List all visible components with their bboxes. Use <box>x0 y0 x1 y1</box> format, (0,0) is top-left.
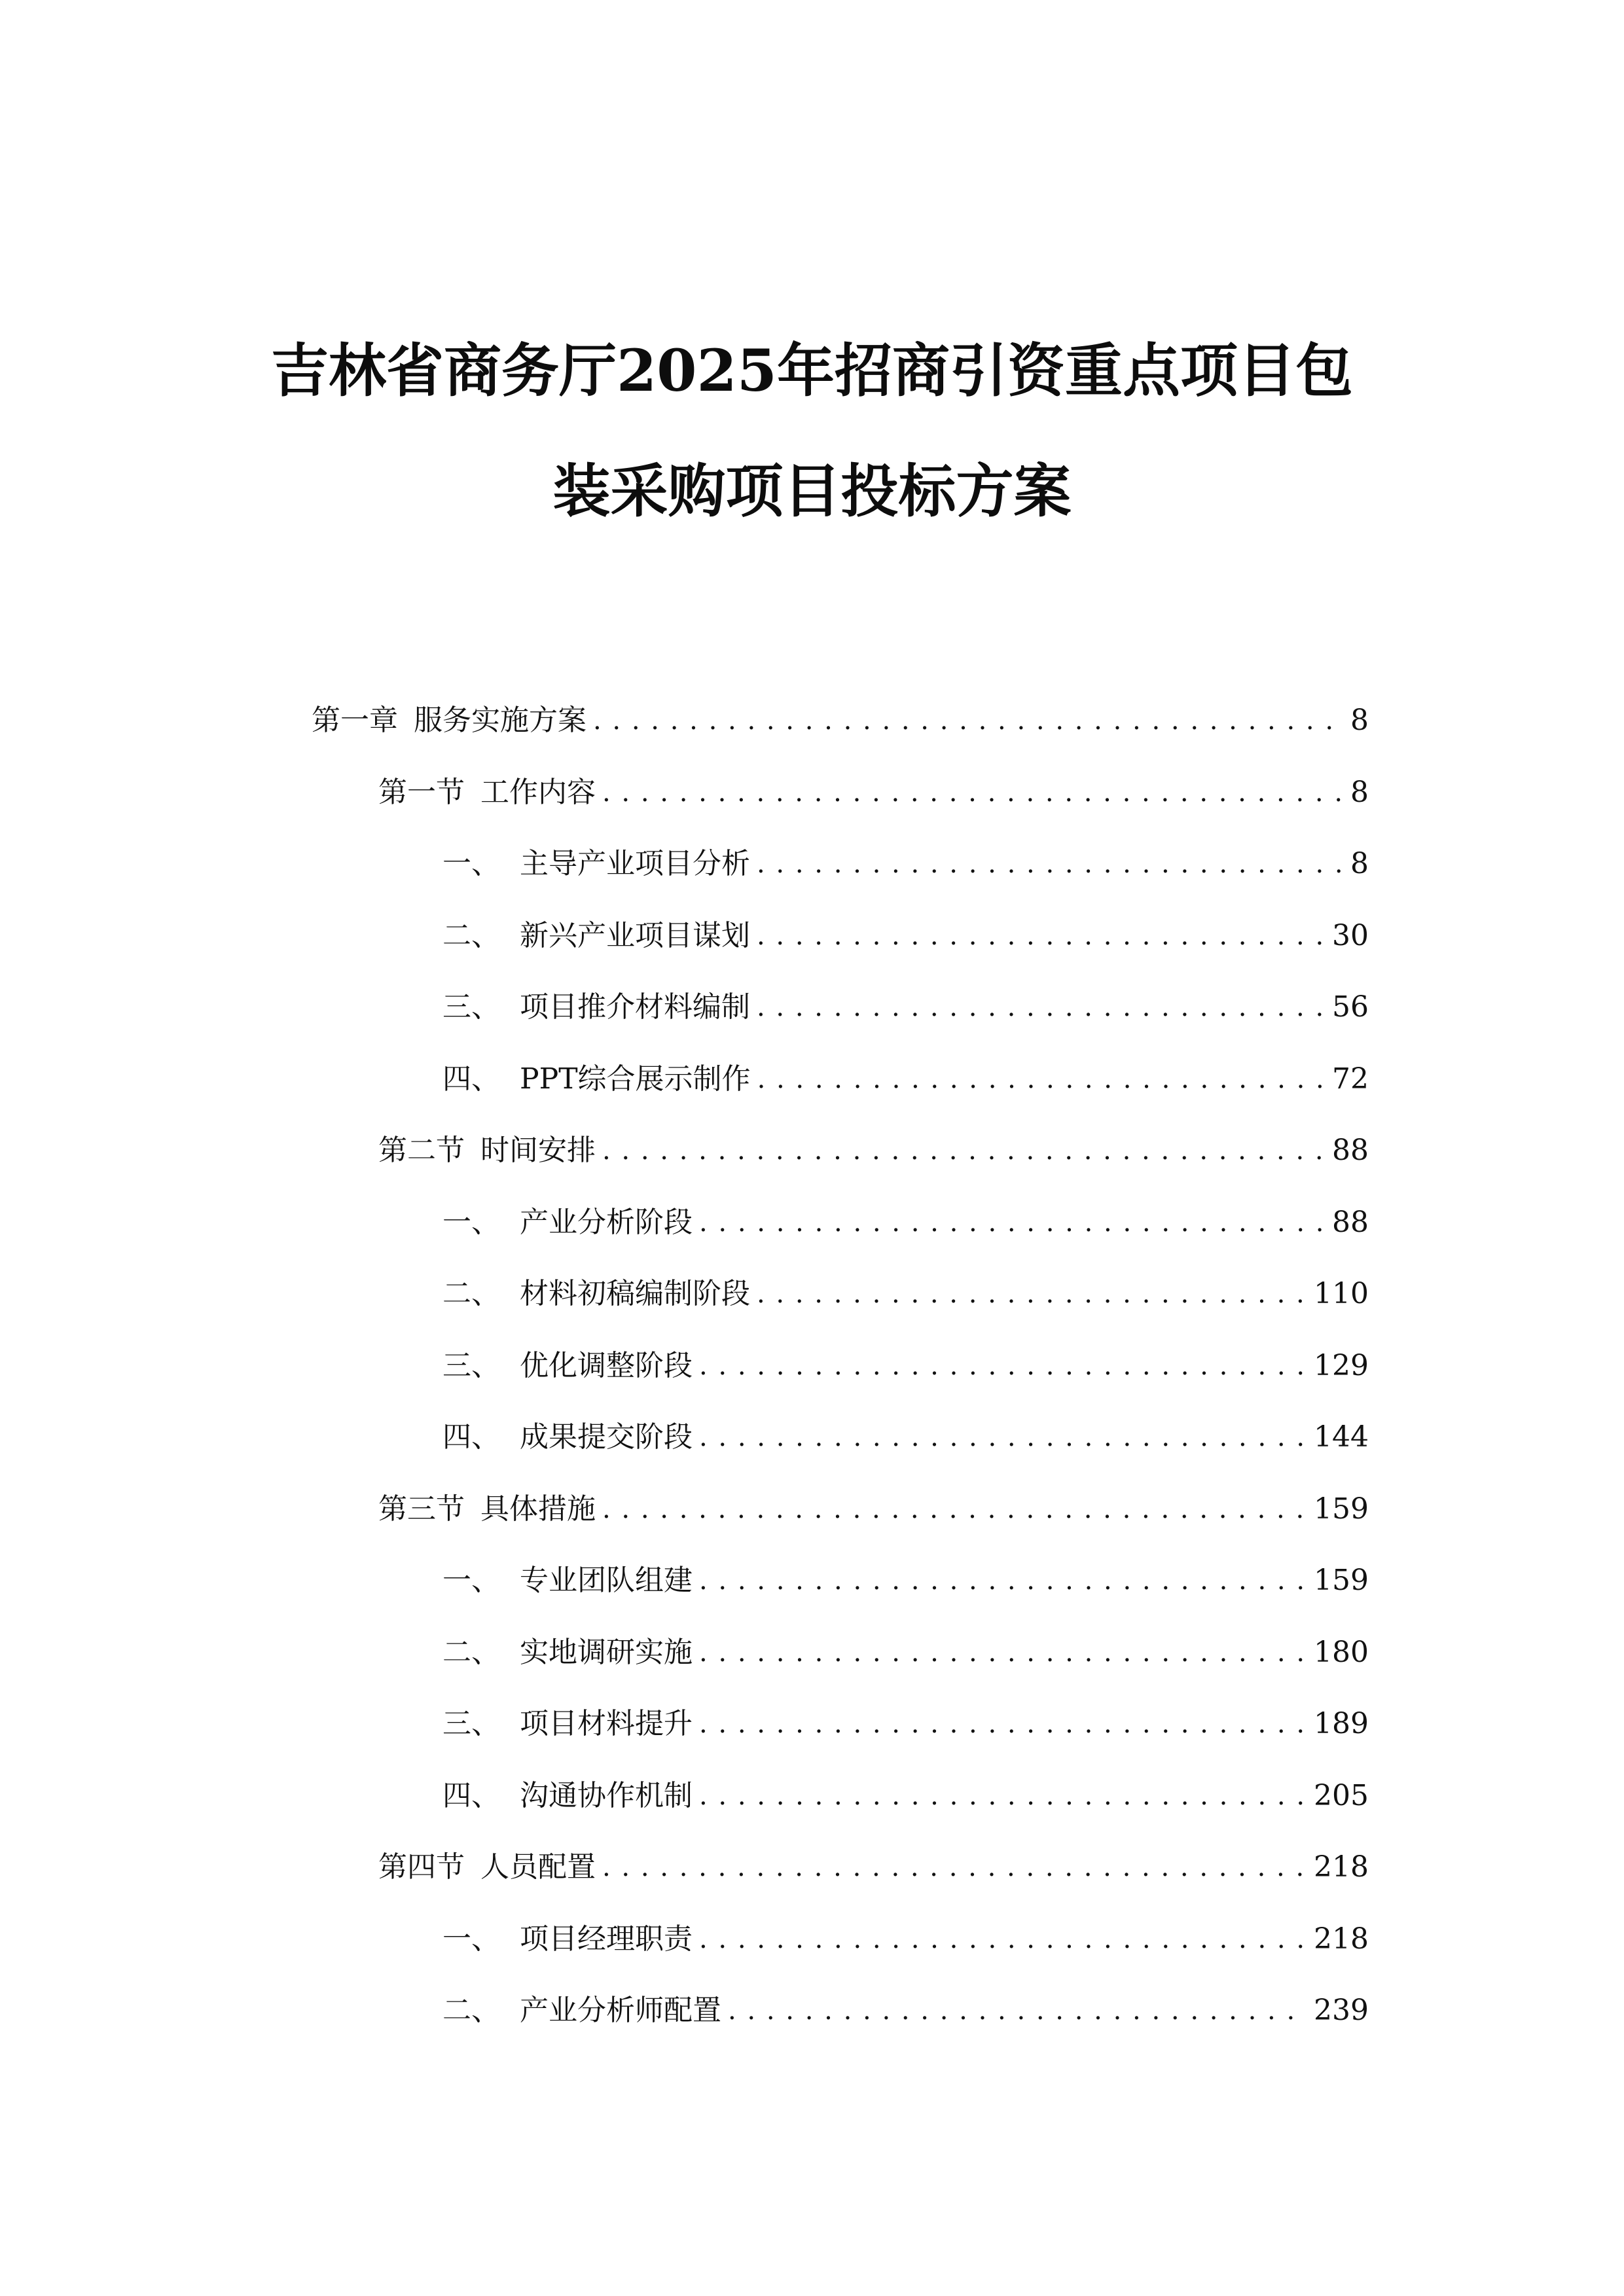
toc-entry-number: 三、 <box>442 990 500 1024</box>
toc-entry-subsection[interactable] <box>442 1920 1369 1959</box>
toc-entry-subsection[interactable] <box>442 844 1369 884</box>
toc-entry-label: 时间安排 <box>480 1134 596 1167</box>
toc-dot-leader <box>757 988 1326 1027</box>
toc-entry-page: 110 <box>1314 1277 1369 1310</box>
toc-entry-subsection[interactable] <box>442 1060 1369 1099</box>
toc-entry-label: 优化调整阶段 <box>520 1349 693 1382</box>
toc-entry-label: 具体措施 <box>480 1492 596 1526</box>
toc-entry-label: 新兴产业项目谋划 <box>520 919 750 952</box>
toc-entry-subsection[interactable] <box>442 916 1369 956</box>
toc-entry-subsection[interactable] <box>442 988 1369 1027</box>
toc-entry-section[interactable] <box>378 773 1369 812</box>
toc-entry-section[interactable] <box>378 1490 1369 1529</box>
toc-entry-page: 159 <box>1314 1492 1369 1526</box>
toc-entry-page: 180 <box>1314 1636 1369 1669</box>
toc-entry-label: 成果提交阶段 <box>520 1420 693 1454</box>
toc-entry-page: 205 <box>1314 1779 1369 1812</box>
toc-entry-subsection[interactable] <box>442 1274 1369 1314</box>
toc-entry-number: 二、 <box>442 1277 500 1310</box>
toc-entry-label: 沟通协作机制 <box>520 1779 693 1812</box>
document-title-line-1: 吉林省商务厅2025年招商引资重点项目包 <box>271 336 1353 404</box>
toc-entry-number: 一、 <box>442 1564 500 1597</box>
toc-entry-page: 8 <box>1350 704 1369 737</box>
toc-entry-label: 产业分析师配置 <box>520 1994 721 2027</box>
toc-entry-number: 四、 <box>442 1779 500 1812</box>
toc-entry-section[interactable] <box>378 1131 1369 1170</box>
toc-entry-label: 材料初稿编制阶段 <box>520 1277 750 1310</box>
toc-entry-number: 二、 <box>442 1636 500 1669</box>
toc-entry-label: 项目材料提升 <box>520 1707 693 1740</box>
toc-dot-leader <box>602 1131 1326 1170</box>
toc-dot-leader <box>699 1776 1307 1816</box>
toc-entry-section[interactable] <box>378 1848 1369 1887</box>
toc-entry-number: 第三节 <box>378 1492 465 1526</box>
toc-entry-number: 四、 <box>442 1062 500 1096</box>
toc-dot-leader <box>699 1346 1307 1386</box>
toc-entry-number: 第四节 <box>378 1850 465 1884</box>
toc-entry-page: 88 <box>1332 1134 1369 1167</box>
toc-entry-page: 56 <box>1332 990 1369 1024</box>
toc-entry-chapter[interactable] <box>312 701 1369 740</box>
toc-entry-page: 218 <box>1314 1922 1369 1956</box>
toc-entry-subsection[interactable] <box>442 1203 1369 1242</box>
toc-dot-leader <box>593 701 1343 740</box>
toc-entry-number: 第二节 <box>378 1134 465 1167</box>
toc-entry-page: 144 <box>1314 1420 1369 1454</box>
toc-entry-page: 239 <box>1314 1994 1369 2027</box>
toc-entry-label: 实地调研实施 <box>520 1636 693 1669</box>
toc-entry-number: 三、 <box>442 1349 500 1382</box>
toc-entry-number: 二、 <box>442 1994 500 2027</box>
toc-entry-page: 218 <box>1314 1850 1369 1884</box>
toc-entry-number: 第一章 <box>312 704 398 737</box>
toc-dot-leader <box>757 1060 1326 1099</box>
toc-entry-label: 服务实施方案 <box>414 704 586 737</box>
toc-dot-leader <box>699 1561 1307 1600</box>
toc-entry-subsection[interactable] <box>442 1633 1369 1672</box>
toc-entry-page: 129 <box>1314 1349 1369 1382</box>
toc-dot-leader <box>757 1274 1307 1314</box>
toc-dot-leader <box>602 1490 1307 1529</box>
toc-entry-number: 四、 <box>442 1420 500 1454</box>
toc-entry-label: 专业团队组建 <box>520 1564 693 1597</box>
document-title-line-2: 装采购项目投标方案 <box>552 457 1072 525</box>
toc-entry-number: 二、 <box>442 919 500 952</box>
toc-entry-page: 189 <box>1314 1707 1369 1740</box>
toc-dot-leader <box>699 1633 1307 1672</box>
toc-entry-subsection[interactable] <box>442 1418 1369 1457</box>
toc-entry-label: PPT综合展示制作 <box>520 1062 751 1096</box>
toc-entry-number: 一、 <box>442 1206 500 1239</box>
toc-entry-label: 项目推介材料编制 <box>520 990 750 1024</box>
toc-dot-leader <box>728 1991 1307 2030</box>
toc-entry-label: 项目经理职责 <box>520 1922 693 1956</box>
toc-dot-leader <box>757 916 1326 956</box>
toc-dot-leader <box>699 1704 1307 1744</box>
toc-entry-page: 30 <box>1332 919 1369 952</box>
toc-entry-page: 8 <box>1350 847 1369 880</box>
toc-dot-leader <box>602 1848 1307 1887</box>
toc-entry-page: 8 <box>1350 776 1369 809</box>
toc-entry-page: 88 <box>1332 1206 1369 1239</box>
toc-dot-leader <box>699 1418 1307 1457</box>
toc-dot-leader <box>699 1203 1326 1242</box>
toc-entry-label: 主导产业项目分析 <box>520 847 750 880</box>
toc-entry-number: 三、 <box>442 1707 500 1740</box>
toc-entry-subsection[interactable] <box>442 1991 1369 2030</box>
toc-entry-label: 人员配置 <box>480 1850 596 1884</box>
toc-entry-subsection[interactable] <box>442 1561 1369 1600</box>
toc-dot-leader <box>757 844 1343 884</box>
toc-entry-label: 产业分析阶段 <box>520 1206 693 1239</box>
toc-entry-number: 一、 <box>442 1922 500 1956</box>
toc-entry-subsection[interactable] <box>442 1346 1369 1386</box>
toc-entry-number: 一、 <box>442 847 500 880</box>
toc-entry-subsection[interactable] <box>442 1776 1369 1816</box>
toc-entry-page: 159 <box>1314 1564 1369 1597</box>
toc-entry-subsection[interactable] <box>442 1704 1369 1744</box>
toc-dot-leader <box>602 773 1343 812</box>
toc-dot-leader <box>699 1920 1307 1959</box>
toc-entry-page: 72 <box>1332 1062 1369 1096</box>
toc-entry-label: 工作内容 <box>480 776 596 809</box>
toc-entry-number: 第一节 <box>378 776 465 809</box>
